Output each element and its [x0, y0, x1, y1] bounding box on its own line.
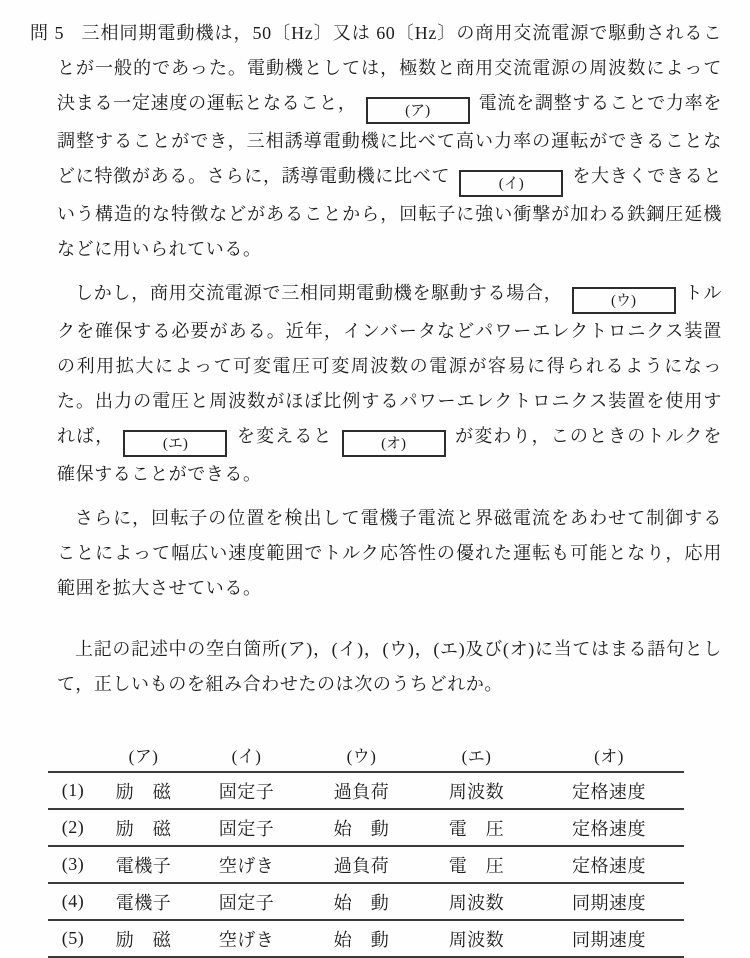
- option-value-b: 固定子: [218, 781, 275, 802]
- option-row-4: [48, 884, 684, 921]
- option-value-e: 定格速度: [572, 818, 646, 839]
- table-body: [48, 771, 684, 958]
- option-value-b: 空げき: [218, 929, 275, 950]
- option-row-2: [48, 810, 684, 847]
- option-value-e: 同期速度: [572, 929, 646, 950]
- option-value-c: 始 動: [333, 929, 390, 950]
- p1-text-2: 電流を調整することで力率を調整することができ，三相誘導電動機に比べて高い力率の運転ができることなどに特徴がある。さらに，誘導電動機に比べて: [57, 93, 722, 186]
- option-value-c: 過負荷: [333, 781, 390, 802]
- question-paragraph-1: [30, 16, 722, 267]
- p2-text-2: トルクを確保する必要がある。近年，インバータなどパワーエレクトロニクス装置の利用拡大によって可変電圧可変周波数の電源が容易に得られるようになった。出力の電圧と周波数がほぼ比例するパワーエレクトロニクス装置を使用すれば，: [57, 283, 722, 446]
- header-blank-c: (ウ): [346, 747, 377, 766]
- header-blank-d: (エ): [461, 747, 492, 766]
- answer-options-table: [48, 738, 684, 958]
- question-number: 問 5: [30, 23, 65, 43]
- table-header-row: [48, 738, 684, 771]
- header-blank-e: (オ): [594, 747, 624, 766]
- header-blank-b: (イ): [231, 747, 262, 766]
- option-value-c: 過負荷: [333, 855, 390, 876]
- question-instruction: 上記の記述中の空白箇所(ア)，(イ)，(ウ)，(エ)及び(オ)に当てはまる語句として，正しいものを組み合わせたのは次のうちどれか。: [57, 639, 722, 694]
- p1-text-3: を大きくできるという構造的な特徴などがあることから，回転子に強い衝撃が加わる鉄鋼圧延機などに用いられている。: [57, 166, 722, 259]
- option-value-b: 空げき: [218, 855, 275, 876]
- option-value-c: 始 動: [333, 818, 390, 839]
- option-number: (2): [61, 817, 85, 837]
- option-value-d: 周波数: [448, 892, 505, 913]
- question-paragraph-3: さらに，回転子の位置を検出して電機子電流と界磁電流をあわせて制御することによって幅広い速度範囲でトルク応答性の優れた運転も可能となり，応用範囲を拡大させている。: [57, 508, 722, 598]
- blank-box-e: (オ): [342, 430, 446, 457]
- option-value-c: 始 動: [333, 892, 390, 913]
- option-row-5: [48, 921, 684, 958]
- option-value-d: 電 圧: [448, 818, 505, 839]
- option-number: (1): [61, 780, 85, 800]
- option-row-3: [48, 847, 684, 884]
- option-value-a: 電機子: [115, 855, 172, 876]
- option-value-e: 同期速度: [572, 892, 646, 913]
- p2-text-1: しかし，商用交流電源で三相同期電動機を駆動する場合，: [75, 283, 563, 303]
- option-value-a: 励 磁: [115, 818, 172, 839]
- option-value-b: 固定子: [218, 892, 275, 913]
- question-paragraph-2: [30, 276, 722, 492]
- p1-text-1: 三相同期電動機は，50〔Hz〕又は 60〔Hz〕の商用交流電源で駆動されることが一般的であった。電動機としては，極数と商用交流電源の周波数によって決まる一定速度の運転となること，: [57, 23, 722, 113]
- option-value-b: 固定子: [218, 818, 275, 839]
- option-value-e: 定格速度: [572, 781, 646, 802]
- blank-box-a: (ア): [366, 97, 470, 124]
- header-blank-a: (ア): [128, 747, 159, 766]
- option-row-1: [48, 771, 684, 810]
- blank-box-b: (イ): [459, 170, 563, 197]
- option-value-a: 励 磁: [115, 929, 172, 950]
- option-value-d: 周波数: [448, 929, 505, 950]
- option-value-a: 電機子: [115, 892, 172, 913]
- option-number: (5): [61, 928, 85, 948]
- p2-text-4: が変わり，このときのトルクを確保することができる。: [57, 426, 722, 484]
- option-value-d: 電 圧: [448, 855, 505, 876]
- option-value-d: 周波数: [448, 781, 505, 802]
- blank-box-d: (エ): [123, 430, 227, 457]
- option-number: (3): [61, 854, 85, 874]
- p2-text-3: を変えると: [236, 426, 333, 446]
- option-number: (4): [61, 891, 85, 911]
- blank-box-c: (ウ): [572, 287, 676, 314]
- option-value-e: 定格速度: [572, 855, 646, 876]
- option-value-a: 励 磁: [115, 781, 172, 802]
